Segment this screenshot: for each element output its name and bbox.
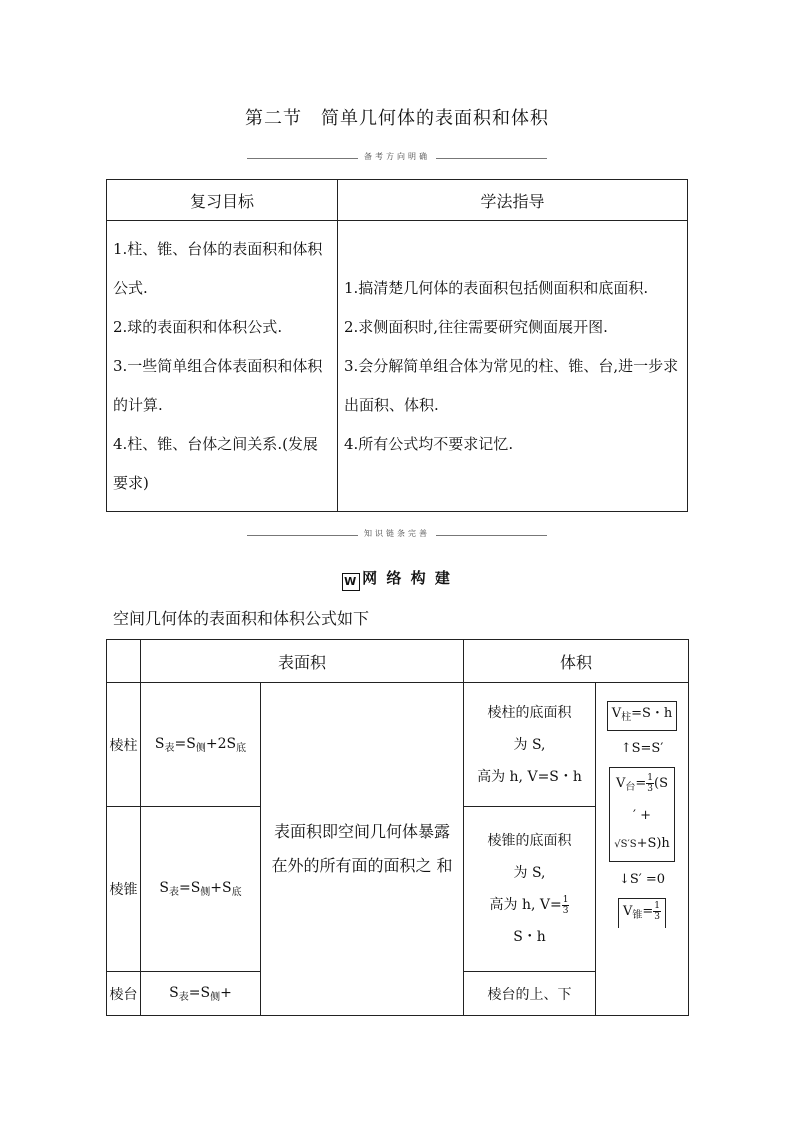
divider-label: 知识链条完善 [358,529,436,538]
frustum-volume: 棱台的上、下 [464,972,596,1016]
divider-label: 备考方向明确 [358,152,436,161]
section-heading [0,567,794,591]
goal-item: 3.一些简单组合体表面积和体积的计算. [113,356,323,414]
header-methods: 学法指导 [338,180,688,221]
method-item: 4.所有公式均不要求记忆. [344,434,514,453]
frustum-surface: $S_表=S_侧+$ [141,972,261,1016]
intro-text: 空间几何体的表面积和体积公式如下 [113,609,370,628]
page-title: 第二节 简单几何体的表面积和体积 [245,108,549,129]
header-surface: 表面积 [141,640,464,683]
row-label-prism: 棱柱 [107,683,141,807]
pyramid-surface: $S_表=S_侧+S_底$ [141,807,261,972]
section-divider-2 [247,528,547,542]
corner-cell [107,640,141,683]
method-item: 2.求侧面积时,往往需要研究侧面展开图. [344,317,608,336]
method-item: 1.搞清楚几何体的表面积包括侧面积和底面积. [344,278,649,297]
method-item: 3.会分解简单组合体为常见的柱、锥、台,进一步求出面积、体积. [344,356,679,414]
frustum-volume-formula: $V_台=$ $\frac{1}{3}$ (S ′ + √S′S+S)h [609,767,675,862]
surface-note: 表面积即空间几何体暴露在外的所有面的面积之 和 [261,683,464,1016]
w-icon: W [342,573,360,591]
arrow-down-text: ↓S′ =0 [619,872,666,887]
row-label-pyramid: 棱锥 [107,807,141,972]
volume-formulas [596,683,689,1016]
formula-table [106,639,689,1016]
prism-surface: $S_表=S_侧+2S_底$ [141,683,261,807]
goal-item: 4.柱、锥、台体之间关系.(发展要求) [113,434,318,492]
goals-cell [107,221,338,512]
prism-volume-formula: $V_柱=S$・h [607,701,678,731]
row-label-frustum: 棱台 [107,972,141,1016]
arrow-up-text: ↑S=S′ [620,741,664,756]
review-table [106,179,688,512]
section-divider-1 [247,151,547,165]
section-heading-label: 网 络 构 建 [362,569,452,587]
pyramid-volume: 棱锥的底面积 为 S, 高为 h, V= $\frac{1}{3}$ S・h [464,807,596,972]
header-volume: 体积 [464,640,689,683]
prism-volume: 棱柱的底面积 为 S, 高为 h, V=S・h [464,683,596,807]
pyramid-volume-formula: $V_锥=$ $\frac{1}{3}$ [618,898,666,928]
header-goals: 复习目标 [107,180,338,221]
methods-cell [338,221,688,512]
goal-item: 2.球的表面积和体积公式. [113,317,283,336]
goal-item: 1.柱、锥、台体的表面积和体积公式. [113,239,323,297]
